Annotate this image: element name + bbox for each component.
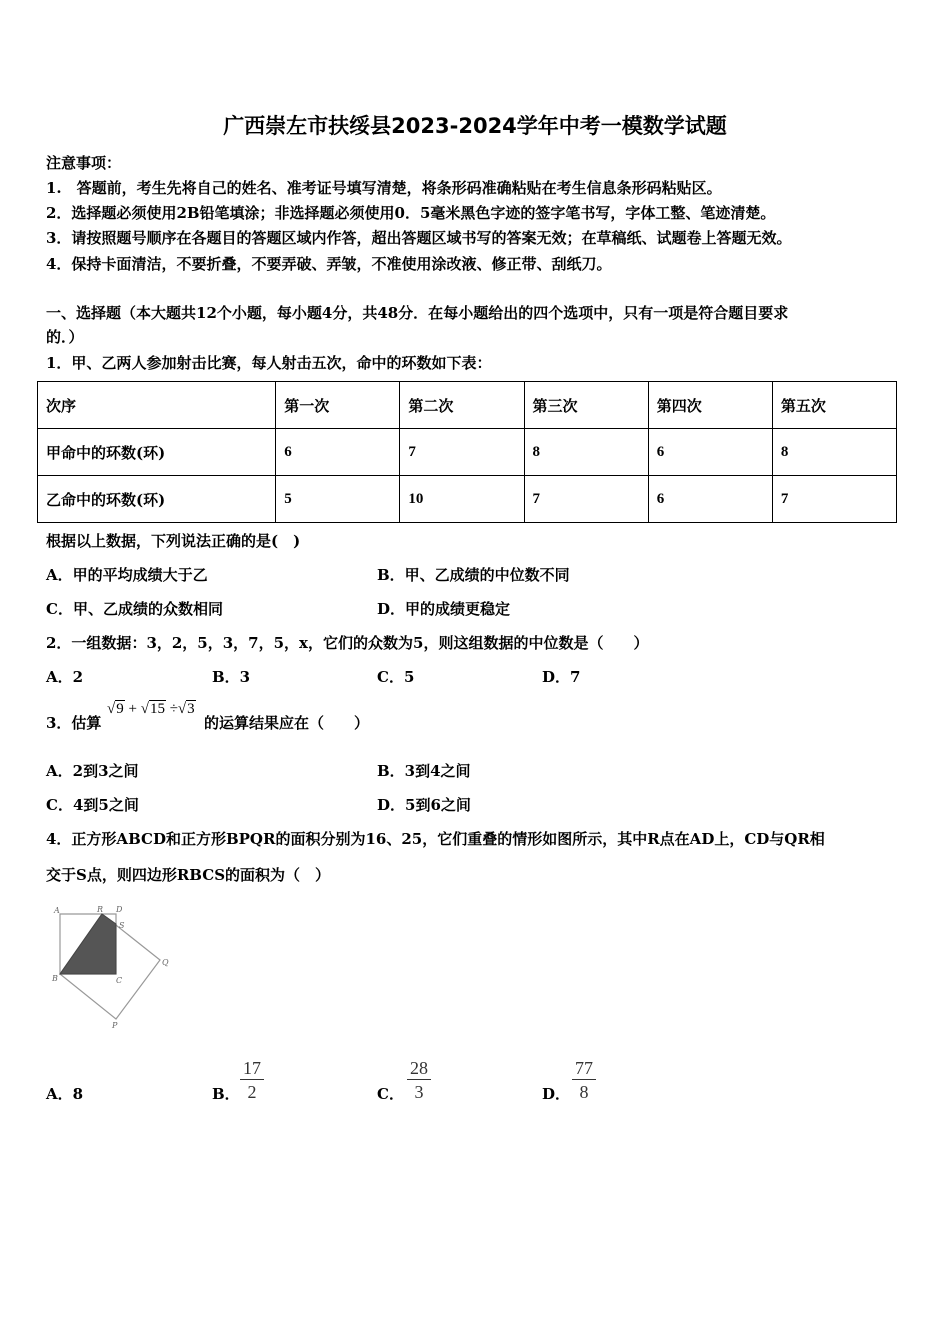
q1-option-a: A．甲的平均成绩大于乙	[46, 566, 208, 584]
denominator: 3	[414, 1082, 424, 1102]
table-header-cell: 第四次	[648, 382, 772, 429]
table-header-row	[38, 382, 897, 429]
q2-option-c: C．5	[377, 668, 415, 686]
radicand: 15	[149, 701, 165, 717]
label-b: B	[52, 974, 58, 983]
table-cell: 7	[524, 476, 648, 523]
denominator: 2	[247, 1082, 257, 1102]
label-r: R	[97, 905, 104, 914]
denominator: 8	[579, 1082, 589, 1102]
label-c: C	[116, 976, 123, 985]
squares-figure	[44, 902, 176, 1032]
q3-stem-pre: 3．估算	[46, 714, 102, 732]
numerator: 77	[572, 1057, 596, 1080]
q1-option-b: B．甲、乙成绩的中位数不同	[377, 566, 570, 584]
q4-option-c-label: C．	[377, 1085, 404, 1103]
q2-option-a: A．2	[46, 668, 84, 686]
q3-option-c: C．4到5之间	[46, 796, 139, 814]
table-row	[38, 429, 897, 476]
label-q: Q	[162, 958, 169, 967]
q3-stem-post: 的运算结果应在（ ）	[204, 714, 370, 732]
q4-option-d-fraction	[572, 1057, 596, 1104]
sqrt-symbol: √	[140, 701, 149, 717]
notice-item: 3．请按照题号顺序在各题目的答题区域内作答，超出答题区域书写的答案无效；在草稿纸、试题卷上答题无效。	[46, 229, 792, 247]
table-cell: 6	[276, 429, 400, 476]
table-cell: 7	[400, 429, 524, 476]
q3-option-a: A．2到3之间	[46, 762, 139, 780]
section-heading-cont: 的．）	[46, 328, 84, 346]
table-header-cell: 第五次	[772, 382, 896, 429]
table-row	[38, 476, 897, 523]
label-a: A	[54, 906, 60, 915]
notice-item: 2．选择题必须使用2B铅笔填涂；非选择题必须使用0．5毫米黑色字迹的签字笔书写，字体工整、笔迹清楚。	[46, 204, 776, 222]
radicand: 3	[187, 701, 195, 717]
label-d: D	[116, 905, 123, 914]
score-table	[37, 381, 897, 523]
numerator: 28	[407, 1057, 431, 1080]
table-header-cell: 次序	[38, 382, 276, 429]
table-cell: 8	[772, 429, 896, 476]
table-cell: 6	[648, 476, 772, 523]
q4-option-d-label: D．	[542, 1085, 571, 1103]
radicand: 9	[116, 701, 124, 717]
table-cell: 6	[648, 429, 772, 476]
page-title: 广西崇左市扶绥县2023-2024学年中考一模数学试题	[223, 114, 727, 138]
table-cell: 5	[276, 476, 400, 523]
q1-option-c: C．甲、乙成绩的众数相同	[46, 600, 223, 618]
table-cell: 10	[400, 476, 524, 523]
q2-option-b: B．3	[212, 668, 251, 686]
q1-stem: 1．甲、乙两人参加射击比赛，每人射击五次，命中的环数如下表：	[46, 354, 492, 372]
q3-option-d: D．5到6之间	[377, 796, 471, 814]
shaded-region	[60, 914, 116, 974]
notice-item: 1. 答题前，考生先将自己的姓名、准考证号填写清楚，将条形码准确粘贴在考生信息条形码粘贴区。	[46, 179, 722, 197]
table-header-cell: 第一次	[276, 382, 400, 429]
table-header-cell: 第三次	[524, 382, 648, 429]
q4-stem-cont: 交于S点，则四边形RBCS的面积为（ ）	[46, 866, 331, 884]
table-cell: 7	[772, 476, 896, 523]
q1-option-d: D．甲的成绩更稳定	[377, 600, 511, 618]
sqrt-symbol: √	[177, 701, 187, 717]
q1-prompt: 根据以上数据，下列说法正确的是( )	[46, 532, 301, 550]
q3-option-b: B．3到4之间	[377, 762, 471, 780]
notice-item: 4．保持卡面清洁，不要折叠，不要弄破、弄皱，不准使用涂改液、修正带、刮纸刀。	[46, 255, 612, 273]
q4-option-a: A．8	[46, 1085, 84, 1103]
notice-heading: 注意事项：	[46, 154, 122, 172]
q2-option-d: D．7	[542, 668, 581, 686]
operator: +	[128, 701, 137, 717]
q4-option-c-fraction	[407, 1057, 431, 1104]
table-cell: 8	[524, 429, 648, 476]
numerator: 17	[240, 1057, 264, 1080]
row-label: 甲命中的环数(环)	[38, 429, 276, 476]
q3-expression	[107, 701, 196, 718]
operator: ÷	[169, 701, 178, 717]
q4-option-b-fraction	[240, 1057, 264, 1104]
table-header-cell: 第二次	[400, 382, 524, 429]
label-p: P	[112, 1021, 118, 1030]
label-s: S	[119, 921, 125, 930]
q4-option-b-label: B．	[212, 1085, 240, 1103]
section-heading: 一、选择题（本大题共12个小题，每小题4分，共48分．在每小题给出的四个选项中，只有一项是符合题目要求	[46, 304, 789, 322]
q4-stem: 4．正方形ABCD和正方形BPQR的面积分别为16、25，它们重叠的情形如图所示，其中R点在AD上，CD与QR相	[46, 830, 825, 848]
row-label: 乙命中的环数(环)	[38, 476, 276, 523]
q2-stem: 2．一组数据：3，2，5，3，7，5，x，它们的众数为5，则这组数据的中位数是（ ）	[46, 634, 649, 652]
sqrt-symbol: √	[107, 701, 116, 717]
